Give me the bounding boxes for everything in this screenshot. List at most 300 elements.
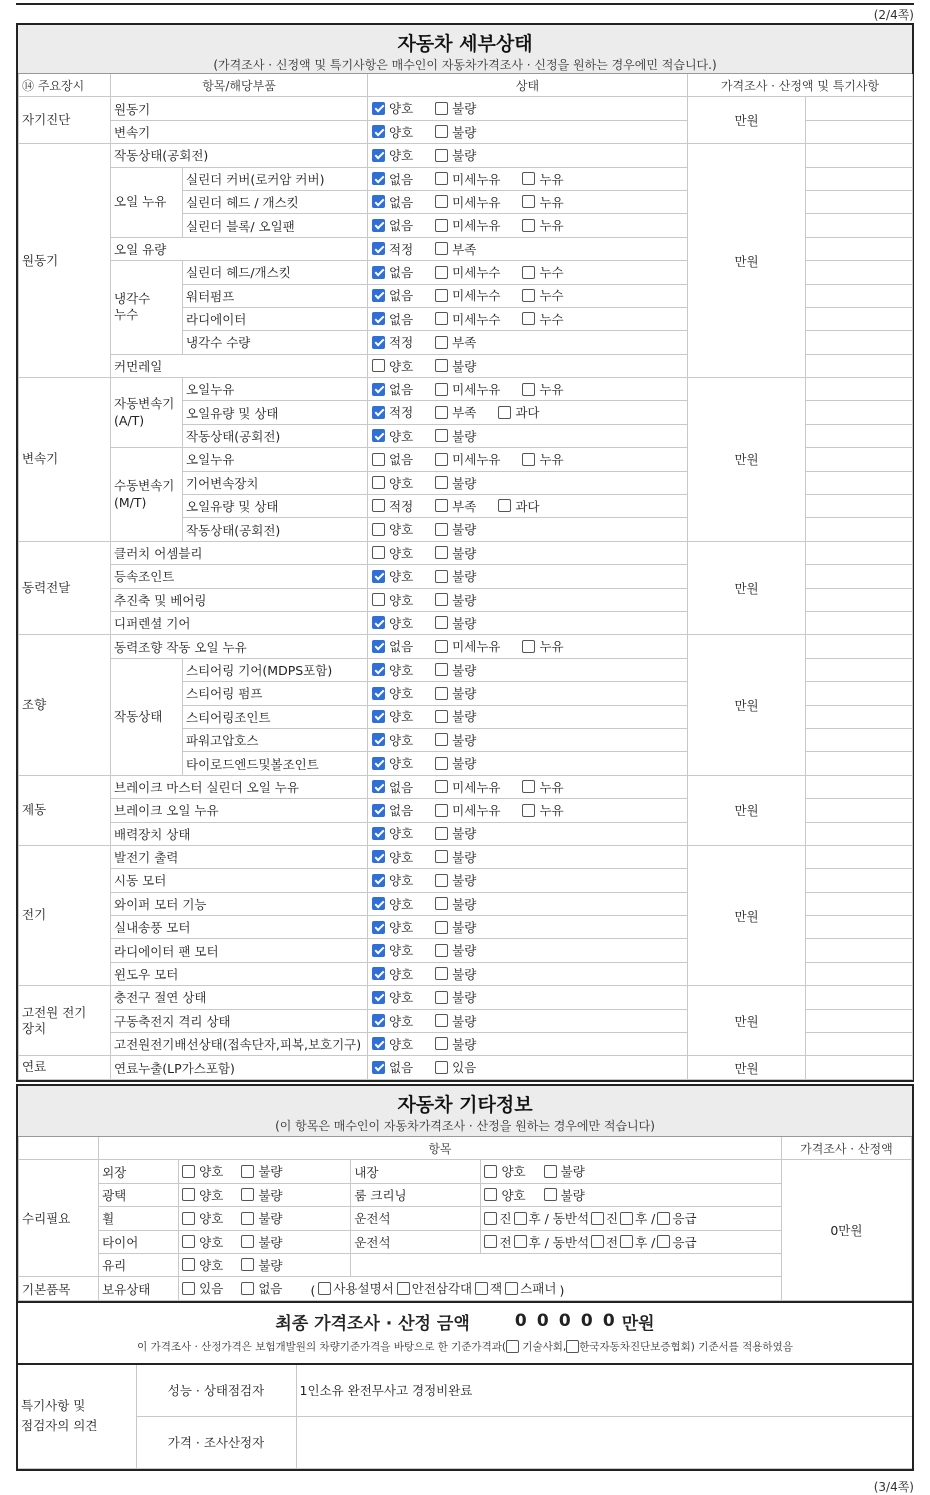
checkbox[interactable] (372, 593, 385, 606)
checkbox-checked[interactable] (372, 1014, 385, 1027)
status-option[interactable] (372, 403, 413, 421)
remark-cell[interactable] (806, 892, 913, 915)
remark-cell[interactable] (806, 1009, 913, 1032)
checkbox[interactable] (522, 383, 535, 396)
checkbox[interactable] (435, 921, 448, 934)
status-option[interactable] (435, 637, 500, 655)
status-option[interactable] (435, 497, 476, 515)
status-option[interactable] (241, 1209, 282, 1227)
status-option[interactable] (484, 1162, 525, 1180)
remark-cell[interactable] (806, 261, 913, 284)
status-option[interactable] (372, 170, 413, 188)
checkbox[interactable] (182, 1165, 195, 1178)
status-option[interactable] (372, 988, 413, 1006)
price-cell[interactable]: 만원 (688, 986, 806, 1056)
remark-cell[interactable] (806, 986, 913, 1009)
checkbox[interactable] (435, 336, 448, 349)
status-option[interactable] (372, 707, 413, 725)
checkbox[interactable] (182, 1282, 195, 1295)
remark-cell[interactable] (806, 214, 913, 237)
checkbox[interactable] (435, 499, 448, 512)
status-option[interactable] (372, 380, 413, 398)
checkbox-checked[interactable] (372, 757, 385, 770)
checkbox[interactable] (484, 1235, 497, 1248)
checkbox[interactable] (522, 453, 535, 466)
checkbox[interactable] (241, 1212, 254, 1225)
appraiser-opinion[interactable] (296, 1416, 912, 1468)
checkbox[interactable] (435, 1037, 448, 1050)
checkbox[interactable] (484, 1165, 497, 1178)
checkbox[interactable] (522, 640, 535, 653)
status-option[interactable] (241, 1233, 282, 1251)
checkbox[interactable] (522, 266, 535, 279)
status-option[interactable] (372, 778, 413, 796)
checkbox[interactable] (522, 804, 535, 817)
checkbox-checked[interactable] (372, 406, 385, 419)
checkbox[interactable] (591, 1212, 604, 1225)
checkbox[interactable] (435, 219, 448, 232)
status-option[interactable] (484, 1186, 525, 1204)
checkbox[interactable] (514, 1235, 527, 1248)
status-option[interactable] (435, 707, 476, 725)
status-option[interactable] (435, 778, 500, 796)
status-option[interactable] (372, 848, 413, 866)
checkbox[interactable] (435, 733, 448, 746)
remark-cell[interactable] (806, 775, 913, 798)
checkbox[interactable] (435, 616, 448, 629)
status-option[interactable] (318, 1279, 393, 1297)
remark-cell[interactable] (806, 541, 913, 564)
status-option[interactable] (435, 544, 476, 562)
remark-cell[interactable] (806, 167, 913, 190)
checkbox-checked[interactable] (372, 266, 385, 279)
status-option[interactable] (372, 123, 413, 141)
status-option[interactable] (435, 310, 500, 328)
status-option[interactable] (435, 427, 476, 445)
checkbox[interactable] (435, 780, 448, 793)
checkbox[interactable] (591, 1235, 604, 1248)
status-option[interactable] (522, 263, 563, 281)
checkbox[interactable] (435, 967, 448, 980)
checkbox[interactable] (182, 1235, 195, 1248)
checkbox[interactable] (506, 1340, 519, 1353)
status-option[interactable] (435, 474, 476, 492)
checkbox-checked[interactable] (372, 921, 385, 934)
remark-cell[interactable] (806, 378, 913, 401)
status-option[interactable] (372, 1012, 413, 1030)
status-option[interactable] (522, 193, 563, 211)
status-option[interactable] (435, 871, 476, 889)
price-cell[interactable]: 만원 (688, 97, 806, 144)
checkbox-checked[interactable] (372, 195, 385, 208)
remark-cell[interactable] (806, 120, 913, 143)
checkbox-checked[interactable] (372, 874, 385, 887)
status-option[interactable] (435, 403, 476, 421)
checkbox[interactable] (435, 1014, 448, 1027)
status-option[interactable] (372, 1058, 413, 1076)
status-option[interactable] (522, 778, 563, 796)
remark-cell[interactable] (806, 97, 913, 120)
checkbox[interactable] (372, 359, 385, 372)
checkbox[interactable] (372, 453, 385, 466)
status-option[interactable] (372, 824, 413, 842)
status-option[interactable] (498, 497, 539, 515)
status-option[interactable] (435, 216, 500, 234)
status-option[interactable] (514, 1233, 589, 1251)
status-option[interactable] (435, 684, 476, 702)
checkbox[interactable] (241, 1188, 254, 1201)
status-option[interactable] (435, 941, 476, 959)
checkbox[interactable] (435, 195, 448, 208)
price-cell[interactable]: 만원 (688, 635, 806, 775)
checkbox-checked[interactable] (372, 850, 385, 863)
checkbox[interactable] (372, 546, 385, 559)
checkbox[interactable] (435, 453, 448, 466)
status-option[interactable] (435, 1012, 476, 1030)
checkbox[interactable] (372, 523, 385, 536)
status-option[interactable] (372, 614, 413, 632)
remark-cell[interactable] (806, 705, 913, 728)
status-option[interactable] (372, 146, 413, 164)
checkbox[interactable] (475, 1282, 488, 1295)
remark-cell[interactable] (806, 799, 913, 822)
status-option[interactable] (435, 895, 476, 913)
status-option[interactable] (372, 731, 413, 749)
status-option[interactable] (522, 801, 563, 819)
status-option[interactable] (620, 1233, 655, 1251)
checkbox-checked[interactable] (372, 944, 385, 957)
checkbox[interactable] (435, 546, 448, 559)
checkbox[interactable] (484, 1188, 497, 1201)
remark-cell[interactable] (806, 611, 913, 634)
checkbox[interactable] (498, 406, 511, 419)
status-option[interactable] (435, 918, 476, 936)
remark-cell[interactable] (806, 190, 913, 213)
status-option[interactable] (372, 216, 413, 234)
remark-cell[interactable] (806, 495, 913, 518)
remark-cell[interactable] (806, 845, 913, 868)
checkbox[interactable] (435, 172, 448, 185)
status-option[interactable] (435, 450, 500, 468)
price-cell[interactable]: 만원 (688, 1056, 806, 1079)
status-option[interactable] (372, 240, 413, 258)
status-option[interactable] (372, 333, 413, 351)
status-option[interactable] (435, 170, 500, 188)
status-option[interactable] (435, 123, 476, 141)
checkbox-checked[interactable] (372, 336, 385, 349)
checkbox-checked[interactable] (372, 1037, 385, 1050)
status-option[interactable] (435, 380, 500, 398)
status-option[interactable] (435, 240, 476, 258)
remark-cell[interactable] (806, 144, 913, 167)
checkbox[interactable] (435, 687, 448, 700)
checkbox[interactable] (435, 125, 448, 138)
checkbox[interactable] (544, 1188, 557, 1201)
checkbox-checked[interactable] (372, 149, 385, 162)
status-option[interactable] (372, 965, 413, 983)
checkbox[interactable] (318, 1282, 331, 1295)
checkbox[interactable] (435, 1061, 448, 1074)
status-option[interactable] (372, 357, 413, 375)
checkbox[interactable] (435, 850, 448, 863)
checkbox-checked[interactable] (372, 710, 385, 723)
remark-cell[interactable] (806, 1056, 913, 1079)
price-cell[interactable]: 만원 (688, 845, 806, 985)
status-option[interactable] (591, 1233, 618, 1251)
checkbox[interactable] (241, 1282, 254, 1295)
remark-cell[interactable] (806, 962, 913, 985)
checkbox[interactable] (182, 1258, 195, 1271)
status-option[interactable] (620, 1209, 655, 1227)
remark-cell[interactable] (806, 822, 913, 845)
checkbox[interactable] (435, 944, 448, 957)
status-option[interactable] (372, 193, 413, 211)
remark-cell[interactable] (806, 869, 913, 892)
status-option[interactable] (372, 801, 413, 819)
price-cell[interactable]: 만원 (688, 378, 806, 542)
remark-cell[interactable] (806, 682, 913, 705)
checkbox-checked[interactable] (372, 383, 385, 396)
status-option[interactable] (372, 450, 413, 468)
remark-cell[interactable] (806, 471, 913, 494)
checkbox[interactable] (435, 102, 448, 115)
status-option[interactable] (544, 1186, 585, 1204)
checkbox-checked[interactable] (372, 219, 385, 232)
status-option[interactable] (372, 941, 413, 959)
remark-cell[interactable] (806, 448, 913, 471)
inspector-opinion[interactable]: 1인소유 완전무사고 경정비완료 (296, 1365, 912, 1417)
status-option[interactable] (435, 614, 476, 632)
remark-cell[interactable] (806, 939, 913, 962)
checkbox[interactable] (182, 1212, 195, 1225)
checkbox[interactable] (522, 312, 535, 325)
checkbox-checked[interactable] (372, 312, 385, 325)
checkbox[interactable] (372, 476, 385, 489)
checkbox-checked[interactable] (372, 570, 385, 583)
status-option[interactable] (372, 567, 413, 585)
status-option[interactable] (372, 286, 413, 304)
checkbox[interactable] (397, 1282, 410, 1295)
checkbox[interactable] (435, 383, 448, 396)
checkbox[interactable] (241, 1165, 254, 1178)
checkbox[interactable] (435, 640, 448, 653)
checkbox[interactable] (435, 242, 448, 255)
checkbox-checked[interactable] (372, 640, 385, 653)
remark-cell[interactable] (806, 401, 913, 424)
status-option[interactable] (435, 754, 476, 772)
checkbox[interactable] (566, 1340, 579, 1353)
checkbox[interactable] (435, 266, 448, 279)
checkbox[interactable] (522, 172, 535, 185)
status-option[interactable] (435, 567, 476, 585)
checkbox[interactable] (657, 1212, 670, 1225)
checkbox[interactable] (241, 1258, 254, 1271)
status-option[interactable] (591, 1209, 618, 1227)
other-price[interactable]: 0만원 (781, 1160, 911, 1300)
remark-cell[interactable] (806, 635, 913, 658)
remark-cell[interactable] (806, 424, 913, 447)
status-option[interactable] (522, 286, 563, 304)
remark-cell[interactable] (806, 565, 913, 588)
status-option[interactable] (435, 731, 476, 749)
checkbox-checked[interactable] (372, 967, 385, 980)
status-option[interactable] (435, 286, 500, 304)
status-option[interactable] (435, 661, 476, 679)
status-option[interactable] (435, 801, 500, 819)
checkbox[interactable] (435, 406, 448, 419)
checkbox[interactable] (435, 804, 448, 817)
status-option[interactable] (372, 474, 413, 492)
status-option[interactable] (182, 1233, 223, 1251)
checkbox[interactable] (435, 570, 448, 583)
status-option[interactable] (372, 99, 413, 117)
status-option[interactable] (522, 450, 563, 468)
status-option[interactable] (372, 310, 413, 328)
status-option[interactable] (182, 1209, 223, 1227)
checkbox-checked[interactable] (372, 102, 385, 115)
checkbox[interactable] (498, 499, 511, 512)
checkbox-checked[interactable] (372, 991, 385, 1004)
status-option[interactable] (182, 1279, 223, 1297)
status-option[interactable] (372, 1035, 413, 1053)
status-option[interactable] (372, 684, 413, 702)
checkbox[interactable] (522, 195, 535, 208)
checkbox[interactable] (435, 476, 448, 489)
status-option[interactable] (241, 1162, 282, 1180)
status-option[interactable] (522, 170, 563, 188)
remark-cell[interactable] (806, 916, 913, 939)
checkbox-checked[interactable] (372, 242, 385, 255)
checkbox-checked[interactable] (372, 289, 385, 302)
status-option[interactable] (372, 544, 413, 562)
status-option[interactable] (435, 1058, 476, 1076)
status-option[interactable] (182, 1256, 223, 1274)
checkbox-checked[interactable] (372, 1061, 385, 1074)
status-option[interactable] (372, 497, 413, 515)
status-option[interactable] (522, 216, 563, 234)
checkbox[interactable] (435, 897, 448, 910)
status-option[interactable] (241, 1256, 282, 1274)
status-option[interactable] (435, 988, 476, 1006)
status-option[interactable] (475, 1279, 502, 1297)
checkbox[interactable] (241, 1235, 254, 1248)
checkbox[interactable] (435, 991, 448, 1004)
status-option[interactable] (435, 263, 500, 281)
status-option[interactable] (522, 637, 563, 655)
checkbox[interactable] (620, 1235, 633, 1248)
checkbox[interactable] (435, 523, 448, 536)
checkbox[interactable] (505, 1282, 518, 1295)
checkbox[interactable] (435, 289, 448, 302)
status-option[interactable] (182, 1186, 223, 1204)
checkbox[interactable] (620, 1212, 633, 1225)
checkbox[interactable] (522, 780, 535, 793)
checkbox[interactable] (522, 219, 535, 232)
remark-cell[interactable] (806, 518, 913, 541)
status-option[interactable] (372, 754, 413, 772)
checkbox[interactable] (544, 1165, 557, 1178)
status-option[interactable] (435, 591, 476, 609)
price-cell[interactable]: 만원 (688, 144, 806, 378)
remark-cell[interactable] (806, 307, 913, 330)
remark-cell[interactable] (806, 588, 913, 611)
status-option[interactable] (435, 146, 476, 164)
checkbox[interactable] (657, 1235, 670, 1248)
remark-cell[interactable] (806, 752, 913, 775)
status-option[interactable] (372, 520, 413, 538)
status-option[interactable] (397, 1279, 472, 1297)
status-option[interactable] (435, 193, 500, 211)
checkbox-checked[interactable] (372, 804, 385, 817)
checkbox-checked[interactable] (372, 663, 385, 676)
status-option[interactable] (435, 99, 476, 117)
price-cell[interactable]: 만원 (688, 775, 806, 845)
checkbox-checked[interactable] (372, 897, 385, 910)
status-option[interactable] (435, 357, 476, 375)
status-option[interactable] (505, 1279, 556, 1297)
checkbox[interactable] (484, 1212, 497, 1225)
checkbox[interactable] (435, 710, 448, 723)
status-option[interactable] (514, 1209, 589, 1227)
status-option[interactable] (657, 1233, 696, 1251)
checkbox-checked[interactable] (372, 616, 385, 629)
status-option[interactable] (372, 918, 413, 936)
status-option[interactable] (522, 310, 563, 328)
checkbox[interactable] (435, 359, 448, 372)
status-option[interactable] (372, 895, 413, 913)
checkbox[interactable] (182, 1188, 195, 1201)
status-option[interactable] (372, 871, 413, 889)
checkbox[interactable] (435, 874, 448, 887)
status-option[interactable] (435, 824, 476, 842)
status-option[interactable] (435, 965, 476, 983)
checkbox-checked[interactable] (372, 429, 385, 442)
status-option[interactable] (372, 637, 413, 655)
checkbox-checked[interactable] (372, 827, 385, 840)
status-option[interactable] (657, 1209, 696, 1227)
status-option[interactable] (372, 591, 413, 609)
remark-cell[interactable] (806, 658, 913, 681)
status-option[interactable] (544, 1162, 585, 1180)
checkbox-checked[interactable] (372, 125, 385, 138)
status-option[interactable] (435, 848, 476, 866)
price-cell[interactable]: 만원 (688, 541, 806, 635)
status-option[interactable] (435, 333, 476, 351)
remark-cell[interactable] (806, 354, 913, 377)
checkbox[interactable] (435, 312, 448, 325)
status-option[interactable] (435, 520, 476, 538)
checkbox[interactable] (435, 429, 448, 442)
remark-cell[interactable] (806, 284, 913, 307)
checkbox[interactable] (372, 499, 385, 512)
status-option[interactable] (241, 1279, 282, 1297)
remark-cell[interactable] (806, 331, 913, 354)
remark-cell[interactable] (806, 728, 913, 751)
status-option[interactable] (484, 1209, 511, 1227)
remark-cell[interactable] (806, 1033, 913, 1056)
checkbox-checked[interactable] (372, 687, 385, 700)
checkbox[interactable] (435, 149, 448, 162)
status-option[interactable] (241, 1186, 282, 1204)
remark-cell[interactable] (806, 237, 913, 260)
status-option[interactable] (372, 263, 413, 281)
status-option[interactable] (372, 661, 413, 679)
status-option[interactable] (372, 427, 413, 445)
checkbox[interactable] (435, 827, 448, 840)
checkbox[interactable] (435, 757, 448, 770)
checkbox-checked[interactable] (372, 733, 385, 746)
status-option[interactable] (498, 403, 539, 421)
